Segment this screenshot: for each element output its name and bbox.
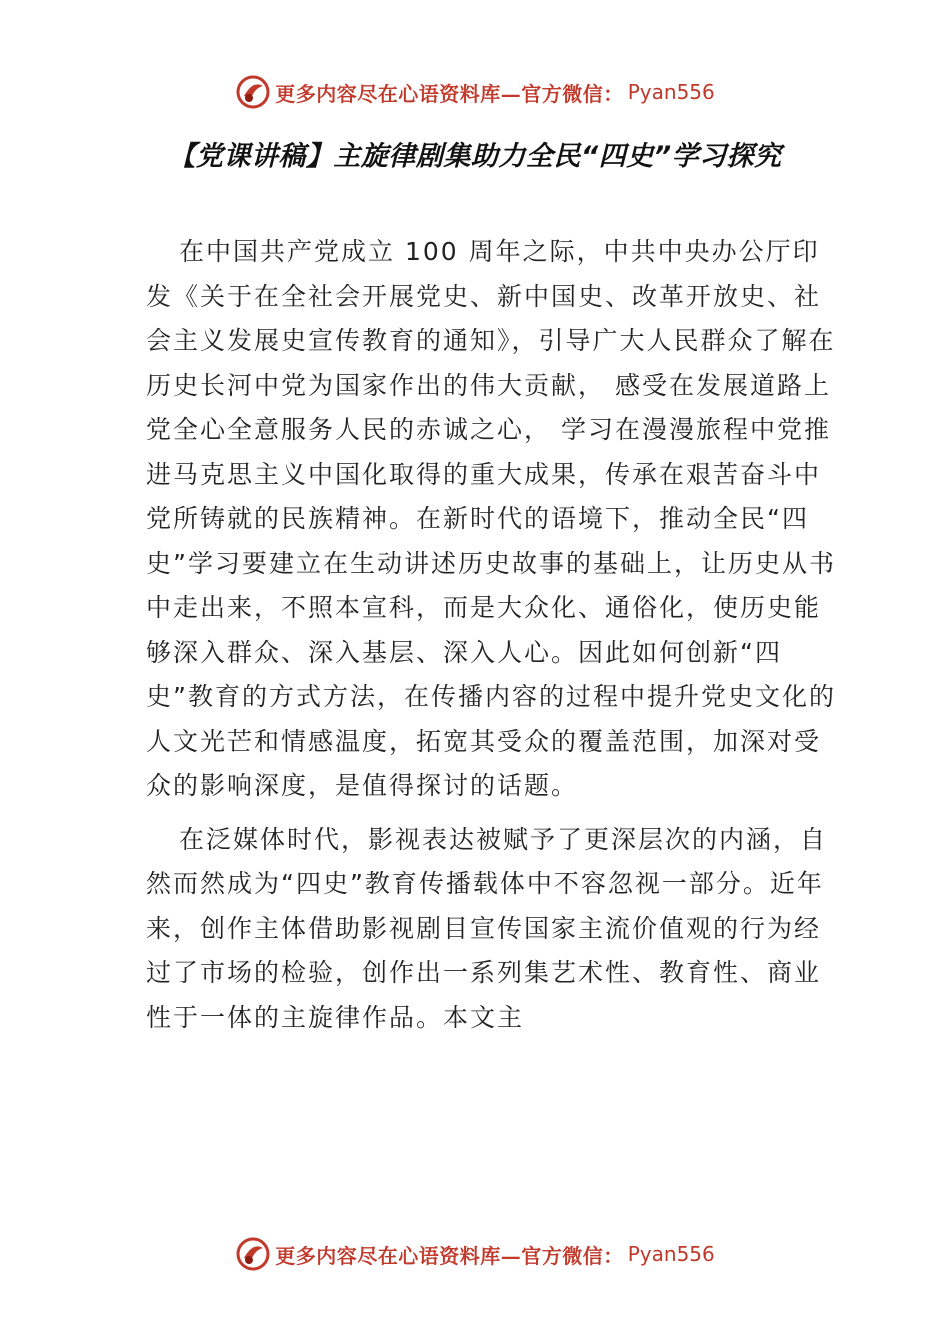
banner-wechat-id: Pyan556 xyxy=(627,1242,715,1266)
banner-text: 更多内容尽在心语资料库—官方微信： xyxy=(275,81,624,106)
header-banner xyxy=(0,70,950,114)
banner-text: 更多内容尽在心语资料库—官方微信： xyxy=(275,1243,624,1268)
paragraph-1: 在中国共产党成立 100 周年之际，中共中央办公厅印发《关于在全社会开展党史、新中国史、改革开放史、社会主义发展史宣传教育的通知》，引导广大人民群众了解在历史长河中党为国家作出的伟大贡献， 感受在发展道路上党全心全意服务人民的赤诚之心， 学习在漫漫旅程中党推进马克思主义中国化取得的重大成果，传承在艰苦奋斗中党所铸就的民族精神。在新时代的语境下，推动全民“四史”学习要建立在生动讲述历史故事的基础上，让历史从书中走出来，不照本宣科，而是大众化、通俗化，使历史能够深入群众、深入基层、深入人心。因此如何创新“四史”教育的方式方法，在传播内容的过程中提升党史文化的人文光芒和情感温度，拓宽其受众的覆盖范围，加深对受众的影响深度，是值得探讨的话题。 xyxy=(146,237,836,800)
logo-icon xyxy=(235,74,271,110)
footer-banner xyxy=(0,1232,950,1276)
document-body xyxy=(146,230,836,1049)
banner-wechat-id: Pyan556 xyxy=(627,80,715,104)
logo-icon xyxy=(235,1236,271,1272)
paragraph-2: 在泛媒体时代，影视表达被赋予了更深层次的内涵，自然而然成为“四史”教育传播载体中不容忽视一部分。近年来，创作主体借助影视剧目宣传国家主流价值观的行为经过了市场的检验，创作出一系列集艺术性、教育性、商业性于一体的主旋律作品。本文主 xyxy=(146,824,828,1032)
document-title: 【党课讲稿】主旋律剧集助力全民“四史”学习探究 xyxy=(168,141,782,172)
